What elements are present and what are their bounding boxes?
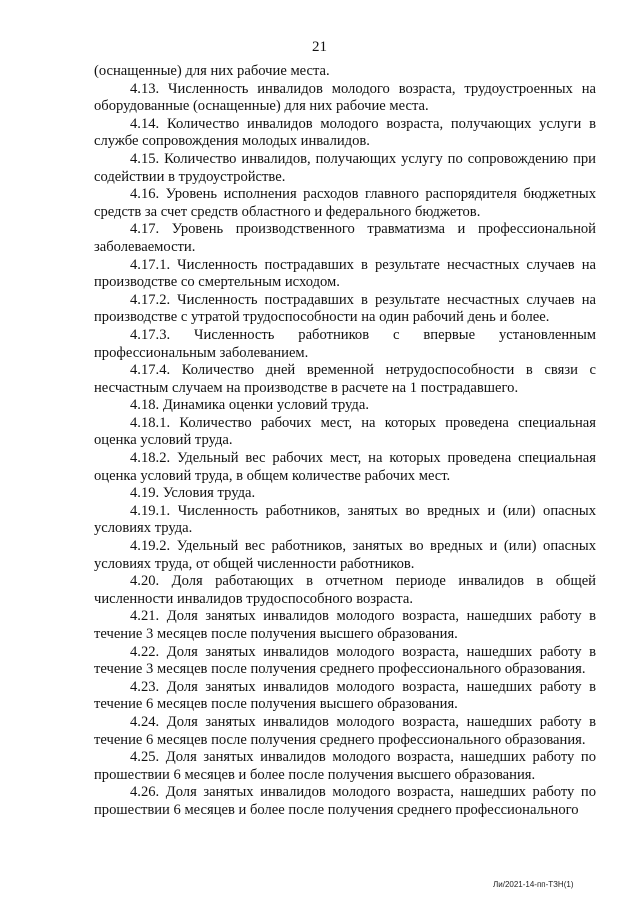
paragraph-4-18: 4.18. Динамика оценки условий труда. [130, 397, 369, 414]
paragraph-4-19-2: 4.19.2. Удельный вес работников, занятых во вредных и (или) опасных условиях труда, от общей численности работников. [94, 538, 596, 572]
paragraph-4-21: 4.21. Доля занятых инвалидов молодого возраста, нашедших работу в течение 3 месяцев после получения высшего образования. [94, 608, 596, 642]
paragraph-4-17-4: 4.17.4. Количество дней временной нетрудоспособности в связи с несчастным случаем на производстве в расчете на 1 пострадавшего. [94, 362, 596, 396]
paragraph-4-20: 4.20. Доля работающих в отчетном периоде инвалидов в общей численности инвалидов трудоспособного возраста. [94, 573, 596, 607]
document-body [94, 63, 596, 820]
paragraph-4-19: 4.19. Условия труда. [130, 485, 256, 502]
paragraph-4-18-1: 4.18.1. Количество рабочих мест, на которых проведена специальная оценка условий труда. [94, 414, 596, 449]
paragraph-4-26: 4.26. Доля занятых инвалидов молодого возраста, нашедших работу по прошествии 6 месяцев и более после получения среднего профессионального [94, 784, 596, 818]
paragraph-4-13: 4.13. Численность инвалидов молодого возраста, трудоустроенных на оборудованные (оснащенные) для них рабочие места. [94, 80, 596, 115]
paragraph-4-17-2: 4.17.2. Численность пострадавших в результате несчастных случаев на производстве с утратой трудоспособности на один рабочий день и более. [94, 291, 596, 326]
paragraph-4-24: 4.24. Доля занятых инвалидов молодого возраста, нашедших работу в течение 6 месяцев после получения среднего профессионального образования. [94, 713, 596, 748]
paragraph-4-19-1: 4.19.1. Численность работников, занятых во вредных и (или) опасных условиях труда. [94, 502, 596, 537]
paragraph-continuation: (оснащенные) для них рабочие места. [94, 63, 330, 79]
paragraph-4-25: 4.25. Доля занятых инвалидов молодого возраста, нашедших работу по прошествии 6 месяцев и более после получения высшего образования. [94, 749, 596, 783]
paragraph-4-23: 4.23. Доля занятых инвалидов молодого возраста, нашедших работу в течение 6 месяцев после получения высшего образования. [94, 678, 596, 713]
page-number: 21 [312, 39, 327, 55]
paragraph-4-18-2: 4.18.2. Удельный вес рабочих мест, на которых проведена специальная оценка условий труда, в общем количестве рабочих мест. [94, 450, 596, 484]
paragraph-4-17: 4.17. Уровень производственного травматизма и профессиональной заболеваемости. [94, 221, 596, 255]
paragraph-4-14: 4.14. Количество инвалидов молодого возраста, получающих услуги в службе сопровождения молодых инвалидов. [94, 115, 596, 150]
document-code: Ли/2021-14-пп-ТЗН(1) [493, 880, 574, 889]
paragraph-4-17-1: 4.17.1. Численность пострадавших в результате несчастных случаев на производстве со смертельным исходом. [94, 256, 596, 291]
paragraph-4-15: 4.15. Количество инвалидов, получающих услугу по сопровождению при содействии в трудоустройстве. [94, 150, 596, 185]
paragraph-4-16: 4.16. Уровень исполнения расходов главного распорядителя бюджетных средств за счет средств областного и федерального бюджетов. [94, 186, 596, 220]
paragraph-4-22: 4.22. Доля занятых инвалидов молодого возраста, нашедших работу в течение 3 месяцев после получения среднего профессионального образования. [94, 643, 596, 678]
paragraph-4-17-3: 4.17.3. Численность работников с впервые установленным профессиональным заболеванием. [94, 326, 596, 361]
